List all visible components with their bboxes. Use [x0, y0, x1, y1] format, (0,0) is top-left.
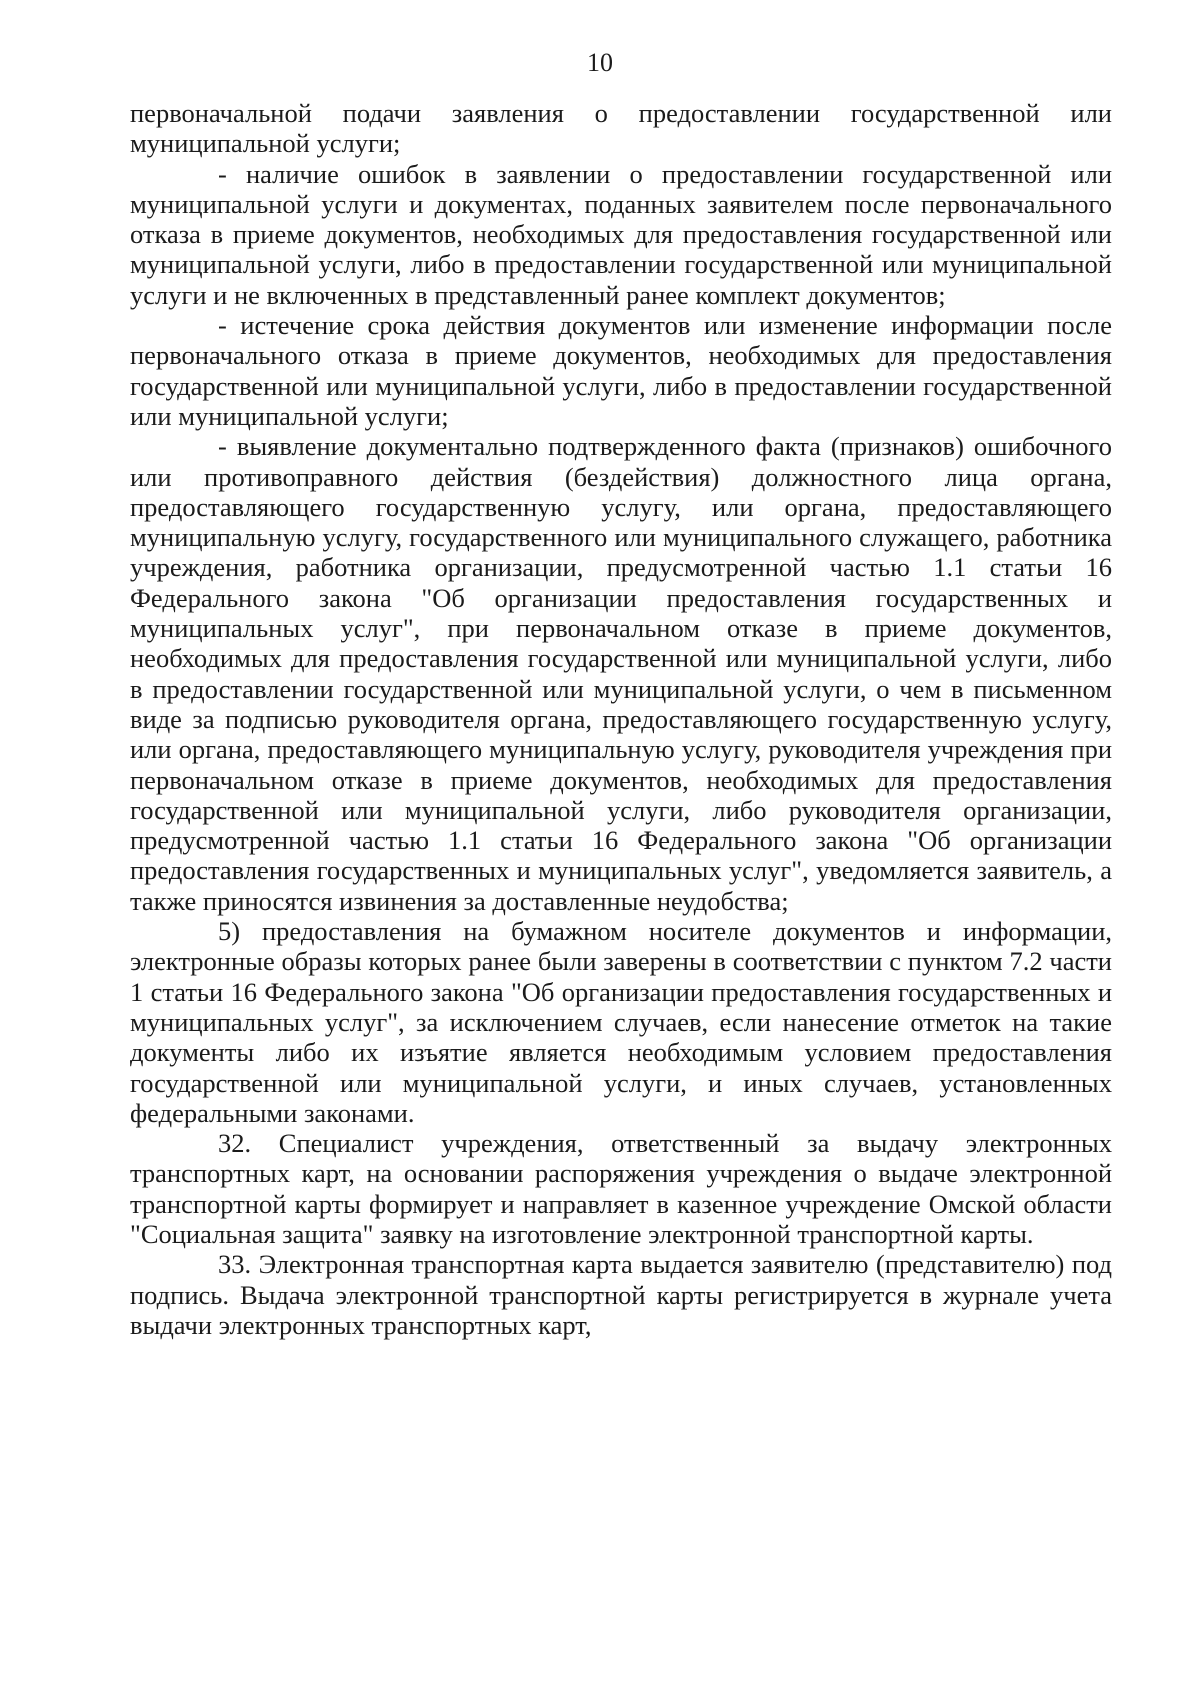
page-number: 10	[587, 48, 613, 77]
paragraph-item-32-card-request: 32. Специалист учреждения, ответственный за выдачу электронных транспортных карт, на основании распоряжения учреждения о выдаче электронной транспортной карты формирует и направляет в казенное учреждение Омской области "Социальная защита" заявку на изготовление электронной транспортной карты.	[130, 1128, 1112, 1249]
paragraph-item-33-card-issue: 33. Электронная транспортная карта выдается заявителю (представителю) под подпись. Выдача электронной транспортной карты регистрируется в журнале учета выдачи электронных транспортных карт,	[130, 1249, 1112, 1340]
paragraph-continuation: первоначальной подачи заявления о предоставлении государственной или муниципальной услуги;	[130, 98, 1112, 159]
paragraph-errors-in-application: - наличие ошибок в заявлении о предоставлении государственной или муниципальной услуги и документах, поданных заявителем после первоначального отказа в приеме документов, необходимых для предоставления государственной или муниципальной услуги, либо в предоставлении государственной или муниципальной услуги и не включенных в представленный ранее комплект документов;	[130, 158, 1112, 310]
paragraph-item-5-paper-documents: 5) предоставления на бумажном носителе документов и информации, электронные образы которых ранее были заверены в соответствии с пунктом 7.2 части 1 статьи 16 Федерального закона "Об организации предоставления государственных и муниципальных услуг", за исключением случаев, если нанесение отметок на такие документы либо их изъятие является необходимым условием предоставления государственной или муниципальной услуги, и иных случаев, установленных федеральными законами.	[130, 916, 1112, 1128]
paragraph-unlawful-action: - выявление документально подтвержденного факта (признаков) ошибочного или противоправного действия (бездействия) должностного лица органа, предоставляющего государственную услугу, или органа, предоставляющего муниципальную услугу, государственного или муниципального служащего, работника учреждения, работника организации, предусмотренной частью 1.1 статьи 16 Федерального закона "Об организации предоставления государственных и муниципальных услуг", при первоначальном отказе в приеме документов, необходимых для предоставления государственной или муниципальной услуги, либо в предоставлении государственной или муниципальной услуги, о чем в письменном виде за подписью руководителя органа, предоставляющего государственную услугу, или органа, предоставляющего муниципальную услугу, руководителя учреждения при первоначальном отказе в приеме документов, необходимых для предоставления государственной или муниципальной услуги, либо руководителя организации, предусмотренной частью 1.1 статьи 16 Федерального закона "Об организации предоставления государственных и муниципальных услуг", уведомляется заявитель, а также приносятся извинения за доставленные неудобства;	[130, 431, 1112, 916]
document-body	[130, 98, 1112, 1340]
paragraph-document-expiry: - истечение срока действия документов или изменение информации после первоначального отказа в приеме документов, необходимых для предоставления государственной или муниципальной услуги, либо в предоставлении государственной или муниципальной услуги;	[130, 310, 1112, 431]
